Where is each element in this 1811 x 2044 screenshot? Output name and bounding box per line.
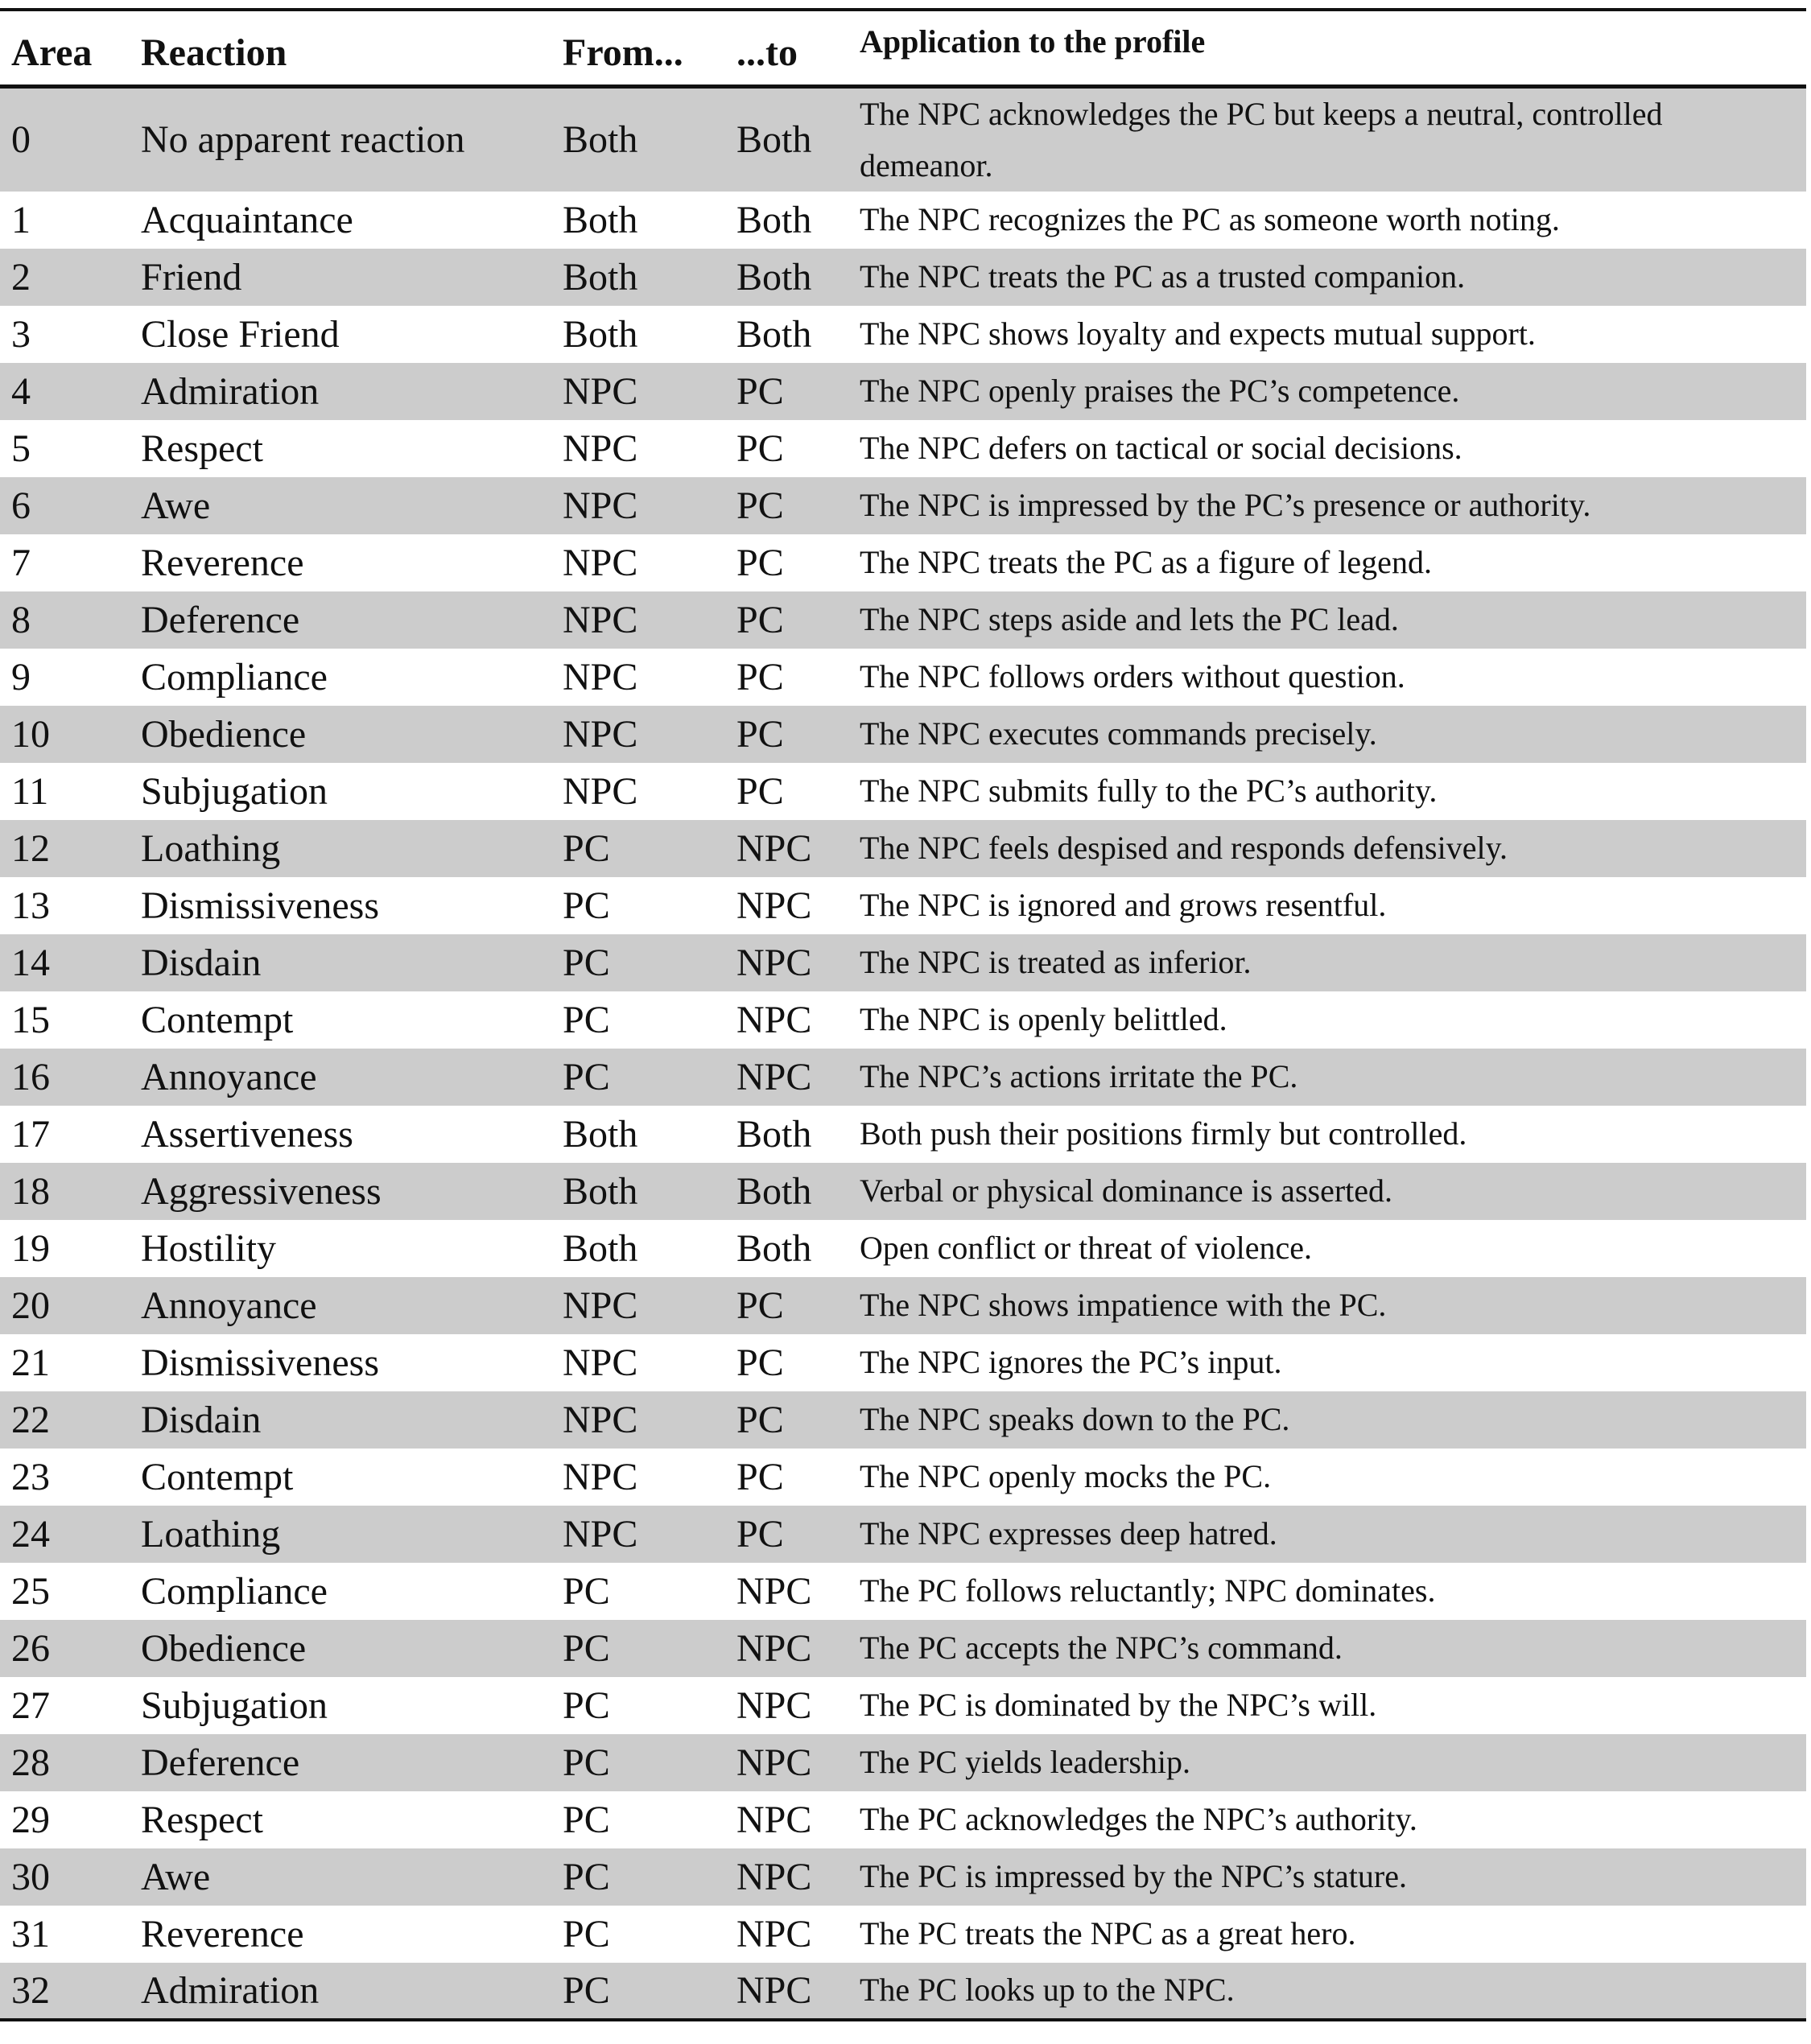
- cell-from: PC: [563, 1798, 610, 1841]
- cell-application: The NPC openly mocks the PC.: [860, 1458, 1272, 1494]
- cell-reaction: Subjugation: [141, 1683, 328, 1727]
- cell-application: The NPC defers on tactical or social decisions.: [860, 430, 1462, 466]
- header-reaction: Reaction: [141, 31, 287, 74]
- cell-application: The NPC expresses deep hatred.: [860, 1515, 1277, 1552]
- table-row: [0, 991, 1806, 1049]
- table-row: [0, 1677, 1806, 1734]
- table-row: [0, 249, 1806, 306]
- cell-reaction: No apparent reaction: [141, 118, 465, 161]
- cell-reaction: Obedience: [141, 1626, 307, 1670]
- cell-area: 1: [11, 198, 31, 241]
- cell-from: PC: [563, 1912, 610, 1955]
- cell-application: The NPC treats the PC as a trusted companion.: [860, 258, 1466, 295]
- cell-application: The PC treats the NPC as a great hero.: [860, 1915, 1356, 1951]
- reaction-table: [0, 8, 1806, 2021]
- cell-reaction: Dismissiveness: [141, 1341, 380, 1384]
- cell-reaction: Close Friend: [141, 312, 340, 356]
- cell-to: NPC: [736, 1855, 812, 1898]
- cell-area: 17: [11, 1112, 50, 1156]
- cell-area: 19: [11, 1226, 50, 1270]
- cell-to: NPC: [736, 826, 812, 870]
- cell-from: PC: [563, 941, 610, 984]
- cell-application: The PC is dominated by the NPC’s will.: [860, 1687, 1377, 1723]
- header-to: ...to: [736, 31, 798, 74]
- cell-area: 26: [11, 1626, 50, 1670]
- table-row: [0, 1334, 1806, 1391]
- cell-area: 32: [11, 1968, 50, 2012]
- cell-to: NPC: [736, 1055, 812, 1098]
- header-application: Application to the profile: [860, 23, 1206, 60]
- table-row: [0, 86, 1806, 192]
- header-area: Area: [11, 31, 93, 74]
- cell-from: Both: [563, 255, 638, 299]
- cell-area: 27: [11, 1683, 50, 1727]
- cell-from: NPC: [563, 541, 638, 584]
- table-row: [0, 1563, 1806, 1620]
- cell-to: PC: [736, 1341, 784, 1384]
- cell-area: 18: [11, 1169, 50, 1213]
- cell-reaction: Loathing: [141, 826, 281, 870]
- cell-reaction: Subjugation: [141, 769, 328, 813]
- cell-from: Both: [563, 1112, 638, 1156]
- cell-to: PC: [736, 598, 784, 641]
- cell-to: Both: [736, 312, 812, 356]
- cell-to: Both: [736, 1169, 812, 1213]
- table-row: [0, 706, 1806, 763]
- cell-area: 21: [11, 1341, 50, 1384]
- cell-to: Both: [736, 198, 812, 241]
- cell-application: The NPC is impressed by the PC’s presence or authority.: [860, 487, 1591, 523]
- cell-reaction: Assertiveness: [141, 1112, 353, 1156]
- table-row: [0, 1277, 1806, 1334]
- table-row: [0, 591, 1806, 649]
- table-row: [0, 420, 1806, 477]
- cell-application: The PC follows reluctantly; NPC dominates.: [860, 1572, 1436, 1609]
- cell-application: The NPC is openly belittled.: [860, 1001, 1227, 1037]
- cell-reaction: Hostility: [141, 1226, 277, 1270]
- cell-reaction: Respect: [141, 427, 263, 470]
- cell-area: 22: [11, 1398, 50, 1441]
- cell-to: NPC: [736, 1912, 812, 1955]
- cell-to: PC: [736, 427, 784, 470]
- cell-to: PC: [736, 1455, 784, 1498]
- cell-application: The NPC acknowledges the PC but keeps a neutral, controlled demeanor.: [860, 95, 1663, 183]
- table-row: [0, 1163, 1806, 1220]
- cell-area: 14: [11, 941, 50, 984]
- cell-from: PC: [563, 1741, 610, 1784]
- cell-area: 2: [11, 255, 31, 299]
- cell-from: PC: [563, 1683, 610, 1727]
- cell-from: NPC: [563, 1512, 638, 1556]
- table-row: [0, 934, 1806, 991]
- cell-from: NPC: [563, 427, 638, 470]
- table-row: [0, 820, 1806, 877]
- cell-area: 10: [11, 712, 50, 756]
- cell-reaction: Annoyance: [141, 1055, 317, 1098]
- cell-from: PC: [563, 1626, 610, 1670]
- cell-reaction: Obedience: [141, 712, 307, 756]
- cell-reaction: Deference: [141, 598, 300, 641]
- table-row: [0, 1049, 1806, 1106]
- table-row: [0, 877, 1806, 934]
- cell-to: NPC: [736, 884, 812, 927]
- table-row: [0, 1449, 1806, 1506]
- cell-from: PC: [563, 998, 610, 1041]
- cell-reaction: Reverence: [141, 541, 304, 584]
- cell-to: PC: [736, 655, 784, 699]
- cell-to: PC: [736, 484, 784, 527]
- cell-reaction: Deference: [141, 1741, 300, 1784]
- cell-from: NPC: [563, 1341, 638, 1384]
- cell-application: The NPC ignores the PC’s input.: [860, 1344, 1282, 1380]
- cell-application: The NPC submits fully to the PC’s authority.: [860, 773, 1438, 809]
- cell-reaction: Loathing: [141, 1512, 281, 1556]
- cell-application: The NPC speaks down to the PC.: [860, 1401, 1290, 1437]
- cell-from: PC: [563, 1055, 610, 1098]
- cell-area: 13: [11, 884, 50, 927]
- cell-to: NPC: [736, 941, 812, 984]
- cell-area: 5: [11, 427, 31, 470]
- table-row: [0, 306, 1806, 363]
- table-row: [0, 363, 1806, 420]
- cell-area: 8: [11, 598, 31, 641]
- table-row: [0, 477, 1806, 534]
- cell-application: The PC is impressed by the NPC’s stature.: [860, 1858, 1407, 1894]
- cell-reaction: Dismissiveness: [141, 884, 380, 927]
- cell-application: The NPC shows loyalty and expects mutual support.: [860, 315, 1536, 352]
- cell-reaction: Aggressiveness: [141, 1169, 382, 1213]
- cell-from: Both: [563, 118, 638, 161]
- cell-area: 29: [11, 1798, 50, 1841]
- cell-area: 4: [11, 369, 31, 413]
- table-row: [0, 1620, 1806, 1677]
- cell-from: NPC: [563, 598, 638, 641]
- cell-area: 24: [11, 1512, 50, 1556]
- cell-from: PC: [563, 1855, 610, 1898]
- cell-from: NPC: [563, 712, 638, 756]
- table-row: [0, 1963, 1806, 2020]
- cell-from: PC: [563, 1968, 610, 2012]
- cell-application: The NPC’s actions irritate the PC.: [860, 1058, 1298, 1094]
- cell-application: The PC yields leadership.: [860, 1744, 1191, 1780]
- cell-to: PC: [736, 1284, 784, 1327]
- cell-application: The NPC steps aside and lets the PC lead.: [860, 601, 1399, 637]
- cell-to: Both: [736, 118, 812, 161]
- cell-area: 30: [11, 1855, 50, 1898]
- cell-to: Both: [736, 255, 812, 299]
- cell-application: The NPC treats the PC as a figure of legend.: [860, 544, 1432, 580]
- table-row: [0, 534, 1806, 591]
- cell-to: Both: [736, 1226, 812, 1270]
- cell-to: PC: [736, 369, 784, 413]
- cell-to: NPC: [736, 998, 812, 1041]
- cell-application: The NPC shows impatience with the PC.: [860, 1287, 1387, 1323]
- cell-application: Both push their positions firmly but controlled.: [860, 1115, 1467, 1152]
- cell-reaction: Awe: [141, 1855, 211, 1898]
- cell-area: 23: [11, 1455, 50, 1498]
- cell-reaction: Admiration: [141, 369, 320, 413]
- cell-application: The PC accepts the NPC’s command.: [860, 1630, 1343, 1666]
- cell-area: 28: [11, 1741, 50, 1784]
- cell-reaction: Admiration: [141, 1968, 320, 2012]
- cell-application: The PC looks up to the NPC.: [860, 1972, 1235, 2008]
- cell-to: PC: [736, 712, 784, 756]
- cell-application: Verbal or physical dominance is asserted.: [860, 1172, 1393, 1209]
- cell-application: The NPC executes commands precisely.: [860, 715, 1377, 752]
- table-row: [0, 1106, 1806, 1163]
- cell-reaction: Acquaintance: [141, 198, 353, 241]
- cell-application: The NPC follows orders without question.: [860, 658, 1405, 694]
- cell-from: Both: [563, 1169, 638, 1213]
- cell-from: NPC: [563, 1284, 638, 1327]
- cell-to: Both: [736, 1112, 812, 1156]
- cell-to: NPC: [736, 1683, 812, 1727]
- cell-from: Both: [563, 312, 638, 356]
- header-row: [0, 10, 1806, 86]
- cell-area: 0: [11, 118, 31, 161]
- cell-area: 7: [11, 541, 31, 584]
- cell-area: 16: [11, 1055, 50, 1098]
- table-row: [0, 1848, 1806, 1906]
- cell-from: NPC: [563, 484, 638, 527]
- cell-reaction: Disdain: [141, 1398, 262, 1441]
- cell-from: NPC: [563, 369, 638, 413]
- cell-reaction: Compliance: [141, 655, 328, 699]
- cell-application: The NPC is ignored and grows resentful.: [860, 887, 1387, 923]
- cell-area: 6: [11, 484, 31, 527]
- cell-reaction: Disdain: [141, 941, 262, 984]
- cell-reaction: Awe: [141, 484, 211, 527]
- cell-area: 9: [11, 655, 31, 699]
- table-row: [0, 1391, 1806, 1449]
- cell-from: Both: [563, 198, 638, 241]
- table-row: [0, 649, 1806, 706]
- cell-application: The NPC is treated as inferior.: [860, 944, 1252, 980]
- table-row: [0, 1506, 1806, 1563]
- cell-reaction: Contempt: [141, 1455, 294, 1498]
- table-row: [0, 1734, 1806, 1791]
- cell-area: 20: [11, 1284, 50, 1327]
- cell-reaction: Reverence: [141, 1912, 304, 1955]
- cell-application: The NPC recognizes the PC as someone worth noting.: [860, 201, 1560, 237]
- cell-from: PC: [563, 884, 610, 927]
- cell-reaction: Annoyance: [141, 1284, 317, 1327]
- cell-area: 3: [11, 312, 31, 356]
- table-header: [0, 10, 1806, 86]
- cell-area: 15: [11, 998, 50, 1041]
- cell-to: PC: [736, 1512, 784, 1556]
- cell-area: 31: [11, 1912, 50, 1955]
- cell-from: NPC: [563, 655, 638, 699]
- header-from: From...: [563, 31, 683, 74]
- cell-to: NPC: [736, 1626, 812, 1670]
- cell-to: NPC: [736, 1569, 812, 1613]
- cell-reaction: Friend: [141, 255, 242, 299]
- table-row: [0, 1906, 1806, 1963]
- cell-reaction: Respect: [141, 1798, 263, 1841]
- cell-application: The NPC feels despised and responds defensively.: [860, 830, 1508, 866]
- cell-application: The PC acknowledges the NPC’s authority.: [860, 1801, 1417, 1837]
- cell-area: 12: [11, 826, 50, 870]
- cell-from: Both: [563, 1226, 638, 1270]
- cell-to: PC: [736, 769, 784, 813]
- cell-area: 25: [11, 1569, 50, 1613]
- table-row: [0, 1791, 1806, 1848]
- table-row: [0, 763, 1806, 820]
- cell-from: NPC: [563, 1455, 638, 1498]
- table-row: [0, 192, 1806, 249]
- cell-application: The NPC openly praises the PC’s competence.: [860, 373, 1460, 409]
- table-body: [0, 86, 1806, 2020]
- cell-to: PC: [736, 1398, 784, 1441]
- cell-from: PC: [563, 1569, 610, 1613]
- cell-area: 11: [11, 769, 49, 813]
- cell-application: Open conflict or threat of violence.: [860, 1230, 1312, 1266]
- cell-from: PC: [563, 826, 610, 870]
- cell-to: NPC: [736, 1968, 812, 2012]
- table-row: [0, 1220, 1806, 1277]
- cell-to: PC: [736, 541, 784, 584]
- cell-reaction: Compliance: [141, 1569, 328, 1613]
- cell-from: NPC: [563, 1398, 638, 1441]
- cell-reaction: Contempt: [141, 998, 294, 1041]
- cell-to: NPC: [736, 1741, 812, 1784]
- cell-from: NPC: [563, 769, 638, 813]
- cell-to: NPC: [736, 1798, 812, 1841]
